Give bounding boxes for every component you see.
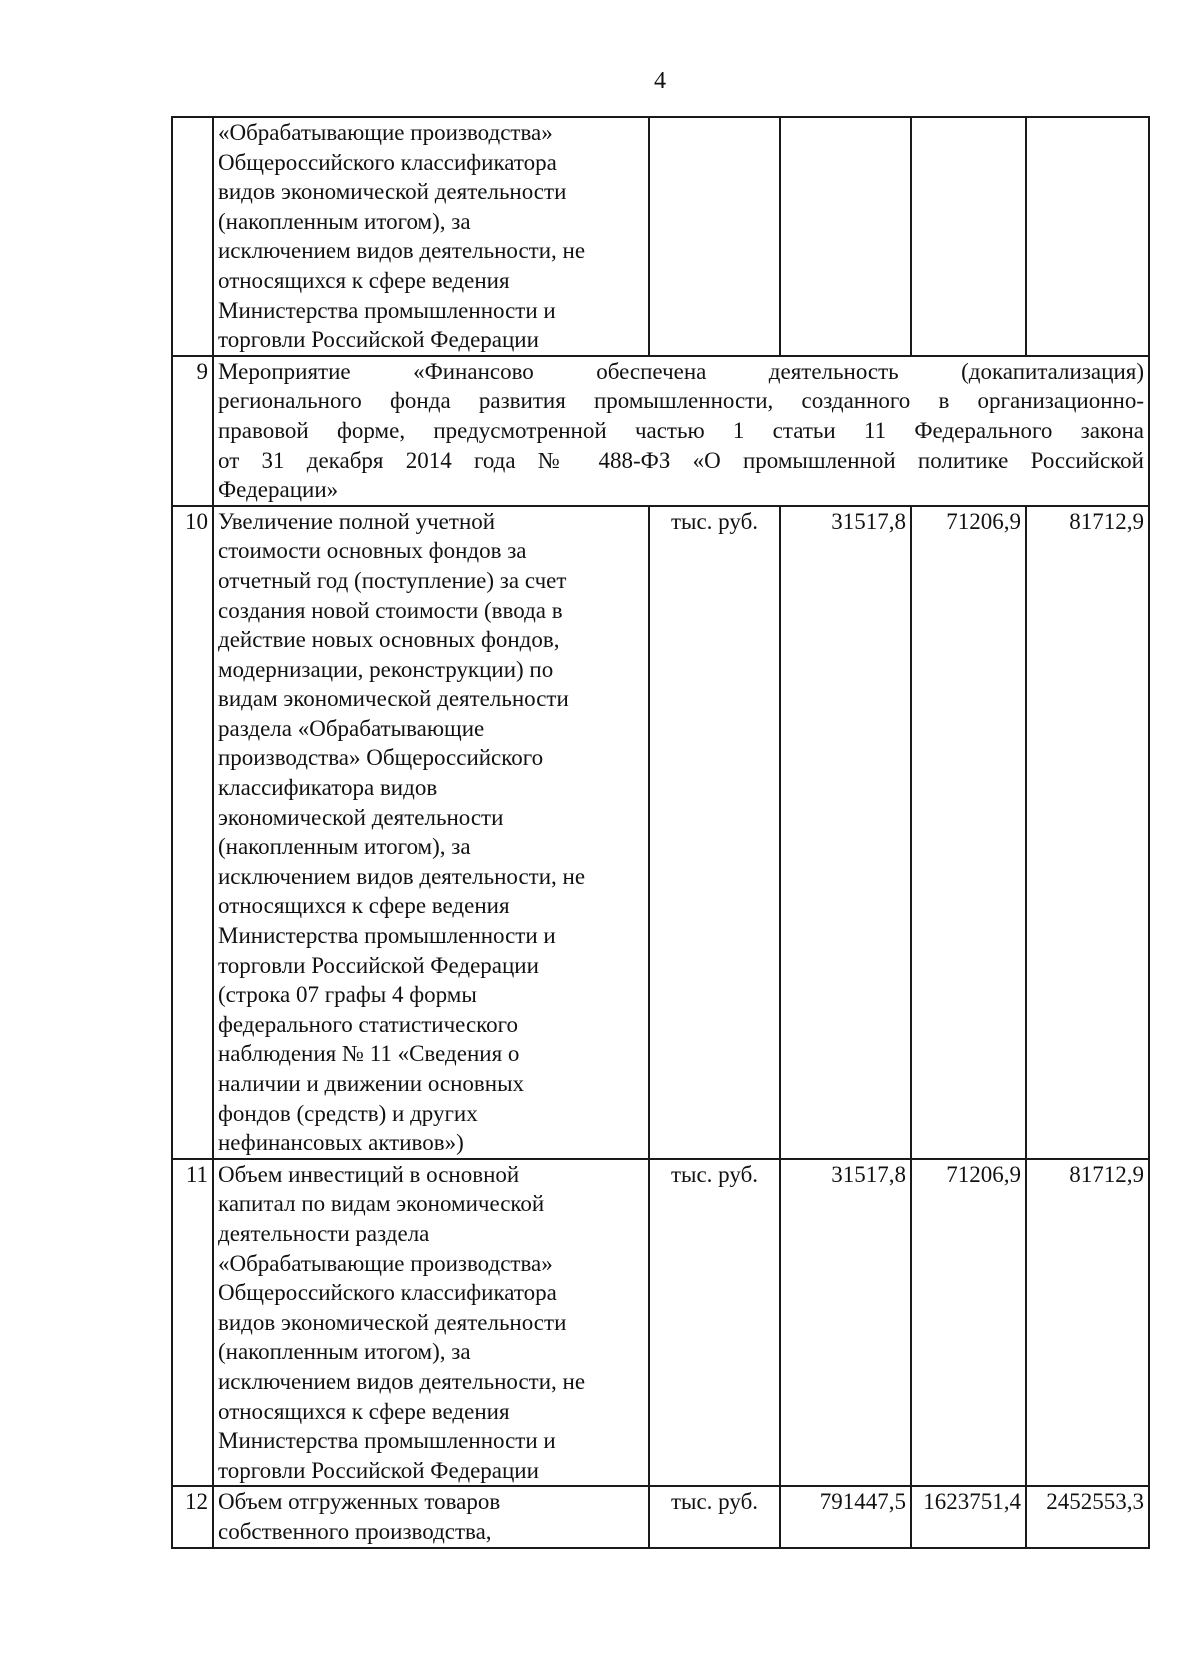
row-value-1: 31517,8 xyxy=(780,506,911,1159)
row-number: 10 xyxy=(172,506,213,1159)
row-description: Объем отгруженных товаров собственного производства, xyxy=(213,1486,649,1547)
row-value-1: 791447,5 xyxy=(780,1486,911,1547)
indicators-table xyxy=(171,116,1150,1549)
activity-heading xyxy=(213,356,1149,506)
table-row xyxy=(172,1486,1149,1547)
row-value-2: 71206,9 xyxy=(911,1159,1026,1487)
activity-heading-line: регионального фонда развития промышленности, созданного в организационно- xyxy=(218,388,1144,414)
row-value-3: 2452553,3 xyxy=(1026,1486,1149,1547)
row-description: «Обрабатывающие производства» Общероссийского классификатора видов экономической деятельности (накопленным итогом), за исключением видов деятельности, не относящихся к сфере ведения Министерства промышленности и торговли Российской Федерации xyxy=(213,117,649,356)
row-unit: тыс. руб. xyxy=(649,1486,780,1547)
activity-heading-line: от 31 декабря 2014 года № 488-ФЗ «О промышленной политике Российской xyxy=(218,447,1144,473)
table-row xyxy=(172,117,1149,356)
row-value-2: 71206,9 xyxy=(911,506,1026,1159)
row-value-3 xyxy=(1026,117,1149,356)
row-description: Увеличение полной учетной стоимости основных фондов за отчетный год (поступление) за счет создания новой стоимости (ввода в действие новых основных фондов, модернизации, реконструкции) по видам экономической деятельности раздела «Обрабатывающие производства» Общероссийского классификатора видов экономической деятельности (накопленным итогом), за исключением видов деятельности, не относящихся к сфере ведения Министерства промышленности и торговли Российской Федерации (строка 07 графы 4 формы федерального статистического наблюдения № 11 «Сведения о наличии и движении основных фондов (средств) и других нефинансовых активов») xyxy=(213,506,649,1159)
activity-heading-line: Мероприятие «Финансово обеспечена деятельность (докапитализация) xyxy=(218,358,1144,384)
row-number: 12 xyxy=(172,1486,213,1547)
table-row xyxy=(172,1159,1149,1487)
row-number: 11 xyxy=(172,1159,213,1487)
row-number xyxy=(172,117,213,356)
activity-heading-line: Федерации» xyxy=(218,477,339,503)
activity-heading-line: правовой форме, предусмотренной частью 1 статьи 11 Федерального закона xyxy=(218,417,1144,443)
row-unit xyxy=(649,117,780,356)
row-value-1 xyxy=(780,117,911,356)
table-row xyxy=(172,506,1149,1159)
row-unit: тыс. руб. xyxy=(649,506,780,1159)
row-description: Объем инвестиций в основной капитал по видам экономической деятельности раздела «Обрабатывающие производства» Общероссийского классификатора видов экономической деятельности (накопленным итогом), за исключением видов деятельности, не относящихся к сфере ведения Министерства промышленности и торговли Российской Федерации xyxy=(213,1159,649,1487)
row-value-3: 81712,9 xyxy=(1026,1159,1149,1487)
row-value-3: 81712,9 xyxy=(1026,506,1149,1159)
row-value-1: 31517,8 xyxy=(780,1159,911,1487)
row-number: 9 xyxy=(172,356,213,506)
row-value-2: 1623751,4 xyxy=(911,1486,1026,1547)
page-number: 4 xyxy=(654,68,666,94)
table-row xyxy=(172,356,1149,506)
row-unit: тыс. руб. xyxy=(649,1159,780,1487)
row-value-2 xyxy=(911,117,1026,356)
